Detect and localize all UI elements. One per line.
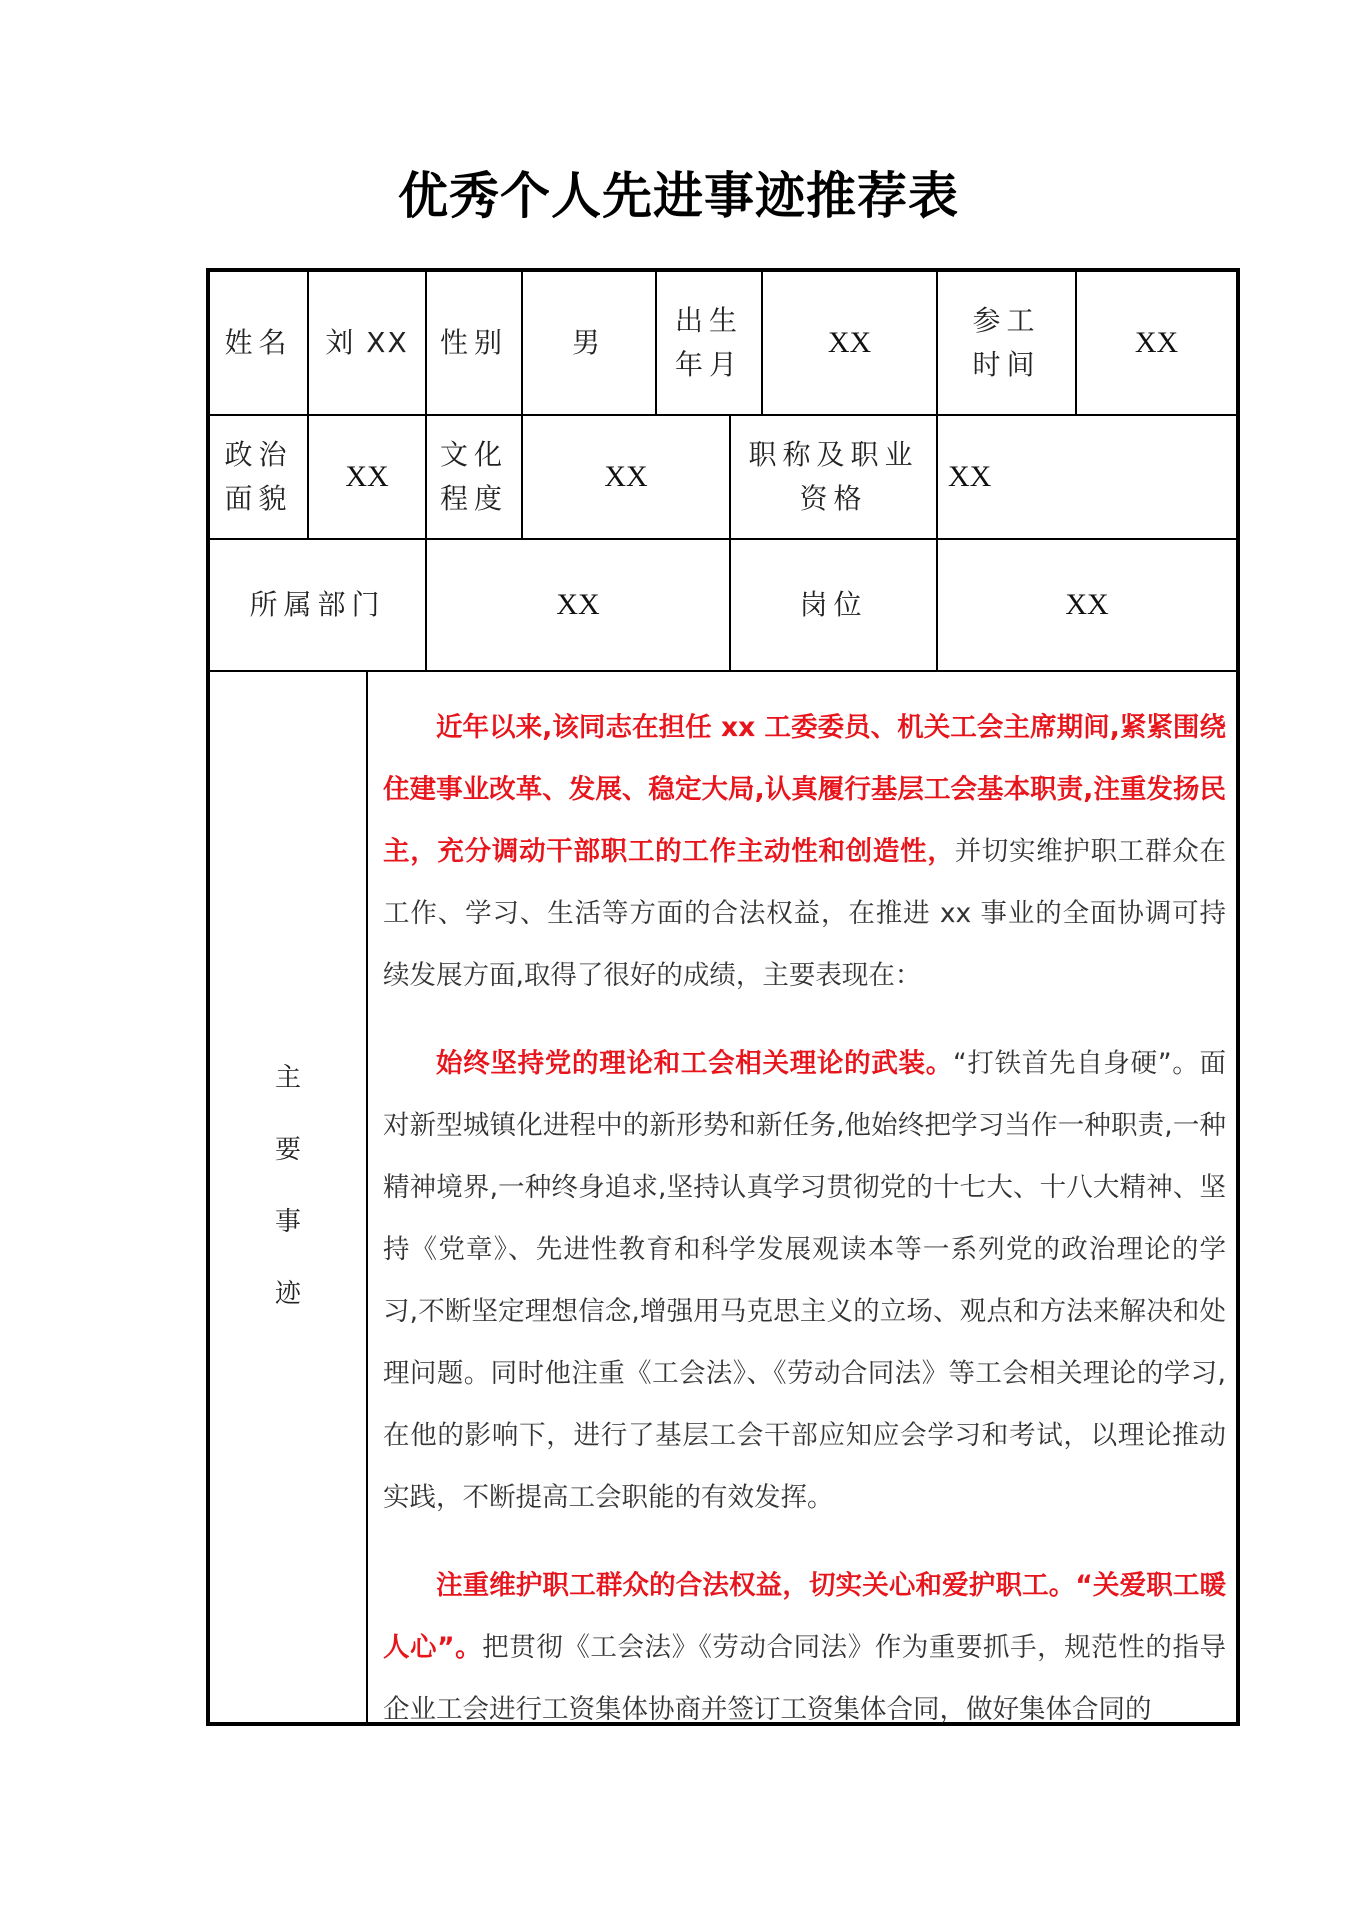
birth-value: XX [827, 326, 872, 359]
deeds-paragraph-2-body: “打铁首先自身硬”。面对新型城镇化进程中的新形势和新任务,他始终把学习当作一种职责,一种精神境界,一种终身追求,坚持认真学习贯彻党的十七大、十八大精神、坚持《党章》、先进性教育和科学发展观读本等一系列党的政治理论的学习,不断坚定理想信念,增强用马克思主义的立场、观点和方法来解决和处理问题。同时他注重《工会法》、《劳动合同法》等工会相关理论的学习,在他的影响下，进行了基层工会干部应知应会学习和考试，以理论推动实践，不断提高工会职能的有效发挥。 [383, 1048, 1226, 1513]
deeds-paragraph-1 [383, 697, 1226, 1007]
position-label-cell [731, 540, 938, 672]
name-label: 姓名 [224, 326, 293, 359]
work-start-label-line2: 时间 [972, 348, 1041, 381]
name-value-cell [309, 272, 427, 416]
page-title: 优秀个人先进事迹推荐表 [398, 166, 959, 225]
political-label-line2: 面貌 [224, 482, 293, 515]
gender-label: 性别 [439, 326, 508, 359]
name-value: 刘 XX [325, 326, 409, 359]
education-label-line2: 程度 [439, 482, 508, 515]
deeds-paragraph-1-highlight: 近年以来,该同志在担任 xx 工委委员、机关工会主席期间,紧紧围绕住建事业改革、发展、稳定大局,认真履行基层工会基本职责,注重发扬民主，充分调动干部职工的工作主动性和创造性， [383, 712, 1226, 867]
position-label: 岗位 [799, 588, 868, 621]
label-char: 要 [274, 1135, 301, 1165]
department-label-cell [210, 540, 427, 672]
main-deeds-vertical-label [210, 672, 366, 1722]
political-label-cell [210, 416, 309, 540]
political-label-line1: 政治 [224, 438, 293, 471]
birth-value-cell [763, 272, 938, 416]
gender-value-cell [523, 272, 657, 416]
work-start-label-line1: 参工 [972, 304, 1041, 337]
main-deeds-row [210, 672, 1236, 1725]
professional-title-label-line2: 资格 [799, 482, 868, 515]
professional-title-label-line1: 职称及职业 [748, 438, 919, 471]
deeds-paragraph-3-highlight: 注重维护职工群众的合法权益，切实关心和爱护职工。“关爱职工暖人心”。 [383, 1570, 1226, 1663]
department-value-cell [427, 540, 731, 672]
deeds-paragraph-1-body: 并切实维护职工群众在工作、学习、生活等方面的合法权益，在推进 xx 事业的全面协调可持续发展方面,取得了很好的成绩，主要表现在： [383, 836, 1227, 991]
label-char: 主 [274, 1063, 301, 1093]
name-label-cell [210, 272, 309, 416]
professional-title-value-cell [938, 416, 1236, 540]
deeds-paragraph-2-highlight: 始终坚持党的理论和工会相关理论的武装。 [436, 1048, 953, 1079]
deeds-paragraph-3 [383, 1555, 1226, 1741]
education-label-cell [427, 416, 523, 540]
recommendation-form-table [206, 268, 1240, 1726]
professional-title-value: XX [948, 460, 992, 493]
main-deeds-label-cell [210, 672, 368, 1722]
position-value: XX [1065, 588, 1109, 621]
political-value: XX [345, 460, 389, 493]
gender-label-cell [427, 272, 523, 416]
education-label-line1: 文化 [439, 438, 508, 471]
professional-title-label-cell [731, 416, 938, 540]
deeds-paragraph-3-body: 把贯彻《工会法》《劳动合同法》作为重要抓手，规范性的指导企业工会进行工资集体协商并签订工资集体合同，做好集体合同的 [383, 1632, 1226, 1725]
work-start-value-cell [1077, 272, 1236, 416]
political-value-cell [309, 416, 427, 540]
birth-label-cell [657, 272, 763, 416]
birth-label-line2: 年月 [674, 348, 743, 381]
department-label: 所属部门 [249, 588, 386, 621]
work-start-label-cell [938, 272, 1077, 416]
work-start-value: XX [1134, 326, 1179, 359]
position-value-cell [938, 540, 1236, 672]
label-char: 迹 [274, 1279, 301, 1309]
deeds-paragraph-2 [383, 1033, 1226, 1529]
gender-value: 男 [571, 326, 606, 359]
main-deeds-content [372, 697, 1236, 1741]
education-value-cell [523, 416, 731, 540]
department-value: XX [556, 588, 600, 621]
education-value: XX [604, 460, 648, 493]
birth-label-line1: 出生 [674, 304, 743, 337]
label-char: 事 [274, 1207, 301, 1237]
